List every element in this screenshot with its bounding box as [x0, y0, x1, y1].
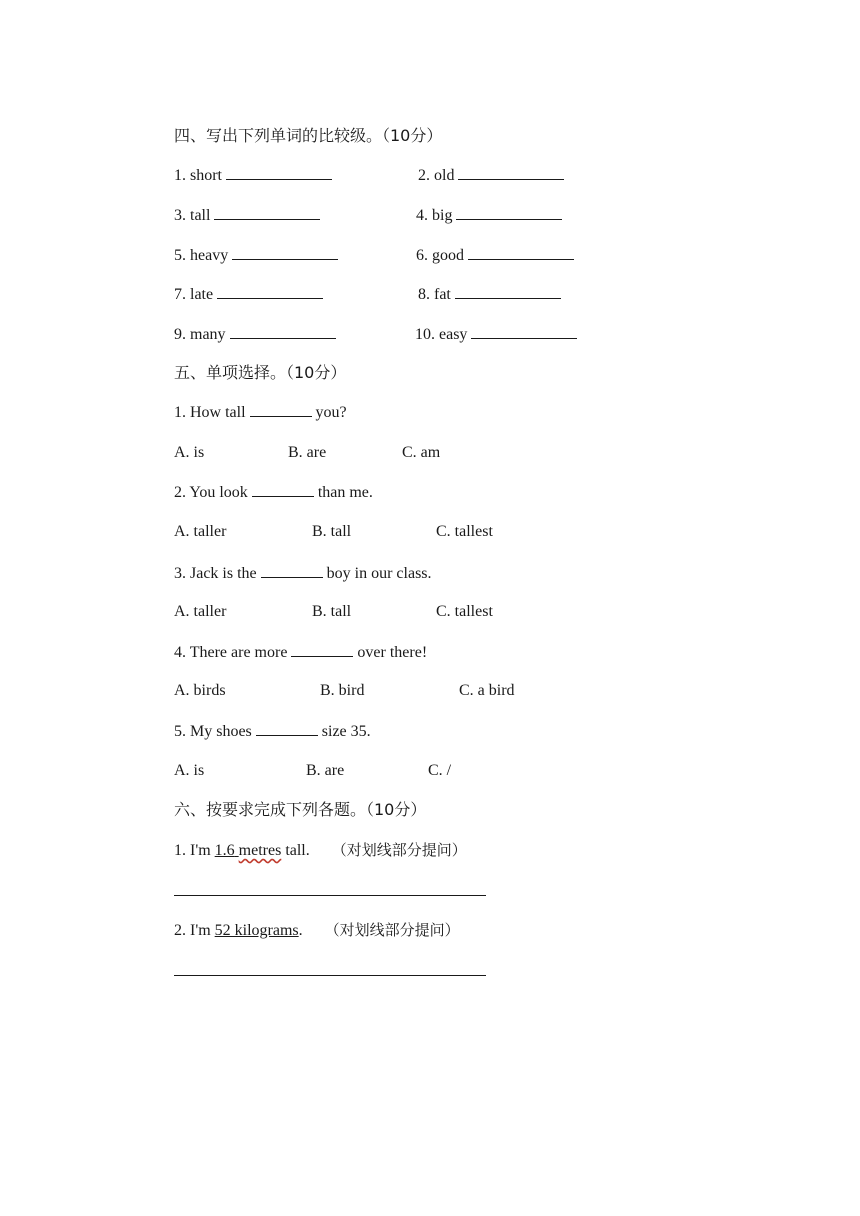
section5-question-1: 1. How tall you?: [174, 404, 347, 421]
answer-blank[interactable]: [250, 402, 312, 417]
section6-question-2: 2. I'm 52 kilograms. （对划线部分提问）: [174, 921, 460, 939]
section6-heading: 六、按要求完成下列各题。（10分）: [174, 800, 427, 819]
answer-blank[interactable]: [256, 721, 318, 736]
section5-option-c[interactable]: C. a bird: [459, 682, 515, 699]
answer-blank[interactable]: [230, 324, 336, 339]
section4-item-9: 9. many: [174, 324, 336, 345]
section5-option-b[interactable]: B. are: [306, 762, 345, 779]
answer-blank[interactable]: [252, 482, 314, 497]
underlined-value: 1.6: [214, 842, 235, 859]
section5-option-c[interactable]: C. /: [428, 762, 452, 779]
answer-line[interactable]: [174, 975, 486, 976]
section5-heading: 五、单项选择。（10分）: [174, 363, 347, 382]
section5-option-b[interactable]: B. are: [288, 444, 327, 461]
section5-option-a[interactable]: A. taller: [174, 603, 227, 620]
section5-question-4: 4. There are more over there!: [174, 644, 428, 661]
answer-blank[interactable]: [232, 245, 338, 260]
section4-item-6: 6. good: [416, 245, 574, 266]
underlined-value: 52 kilograms: [214, 922, 299, 939]
answer-blank[interactable]: [471, 324, 577, 339]
section6-question-1: 1. I'm 1.6 metres tall. （对划线部分提问）: [174, 841, 467, 859]
section4-item-7: 7. late: [174, 284, 323, 305]
section4-item-2: 2. old: [418, 165, 564, 186]
section5-option-b[interactable]: B. tall: [312, 523, 352, 540]
section5-option-a[interactable]: A. taller: [174, 523, 227, 540]
section5-option-b[interactable]: B. tall: [312, 603, 352, 620]
section4-item-4: 4. big: [416, 205, 562, 226]
section5-option-c[interactable]: C. am: [402, 444, 441, 461]
answer-blank[interactable]: [226, 165, 332, 180]
answer-blank[interactable]: [456, 205, 562, 220]
section4-item-1: 1. short: [174, 165, 332, 186]
section5-option-a[interactable]: A. is: [174, 444, 205, 461]
section5-option-b[interactable]: B. bird: [320, 682, 365, 699]
instruction-note: （对划线部分提问）: [331, 841, 467, 859]
section5-option-c[interactable]: C. tallest: [436, 603, 493, 620]
answer-blank[interactable]: [214, 205, 320, 220]
answer-blank[interactable]: [455, 284, 561, 299]
answer-blank[interactable]: [458, 165, 564, 180]
section5-option-a[interactable]: A. birds: [174, 682, 226, 699]
section5-option-c[interactable]: C. tallest: [436, 523, 493, 540]
section5-question-2: 2. You look than me.: [174, 484, 373, 501]
answer-blank[interactable]: [468, 245, 574, 260]
instruction-note: （对划线部分提问）: [324, 921, 460, 939]
underlined-unit: metres: [238, 842, 282, 859]
section4-item-3: 3. tall: [174, 205, 320, 226]
section4-item-5: 5. heavy: [174, 245, 338, 266]
answer-line[interactable]: [174, 895, 486, 896]
answer-blank[interactable]: [217, 284, 323, 299]
section4-item-8: 8. fat: [418, 284, 561, 305]
section4-heading: 四、写出下列单词的比较级。（10分）: [174, 126, 443, 145]
answer-blank[interactable]: [261, 563, 323, 578]
section5-question-3: 3. Jack is the boy in our class.: [174, 565, 432, 582]
section5-question-5: 5. My shoes size 35.: [174, 723, 371, 740]
answer-blank[interactable]: [291, 642, 353, 657]
section4-item-10: 10. easy: [415, 324, 577, 345]
section5-option-a[interactable]: A. is: [174, 762, 205, 779]
